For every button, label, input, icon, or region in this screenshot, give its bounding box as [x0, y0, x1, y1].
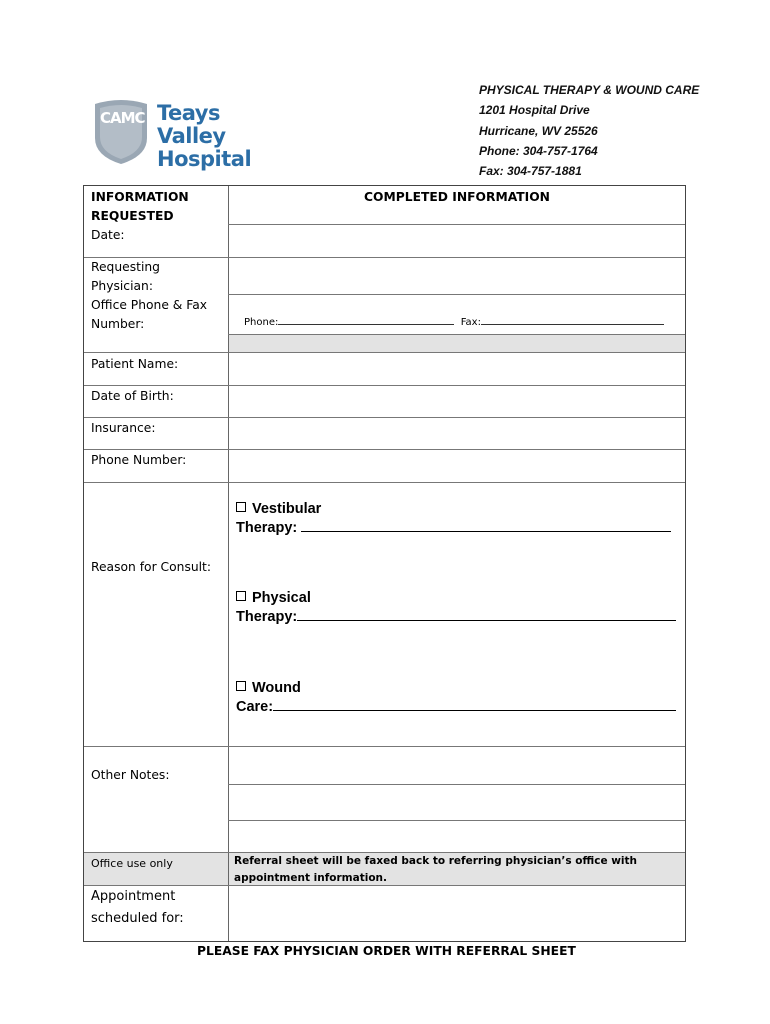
patient-name-label: Patient Name: — [91, 357, 179, 371]
other-notes-field-1[interactable] — [229, 747, 685, 783]
street-address: 1201 Hospital Drive — [479, 103, 590, 118]
vestibular-option — [236, 500, 671, 537]
hospital-logo — [92, 98, 272, 171]
other-notes-field-3[interactable] — [229, 821, 685, 851]
logo-name — [157, 102, 272, 171]
fax-label: Fax: — [460, 317, 481, 328]
department-name: PHYSICAL THERAPY & WOUND CARE — [479, 83, 700, 97]
footer-instruction: PLEASE FAX PHYSICIAN ORDER WITH REFERRAL SHEET — [197, 944, 576, 958]
insurance-label: Insurance: — [91, 421, 156, 435]
phone-input-line[interactable] — [278, 314, 454, 325]
insurance-field[interactable] — [229, 418, 685, 448]
wound-label-2: Care: — [236, 698, 274, 715]
wound-line[interactable] — [273, 698, 676, 711]
appointment-field[interactable] — [229, 886, 685, 941]
office-use-label: Office use only — [91, 857, 173, 870]
logo-name-line1: Teays Valley — [157, 101, 226, 148]
referral-form-table — [83, 185, 686, 942]
physical-checkbox[interactable] — [236, 591, 246, 601]
phone-fax-line — [244, 314, 664, 328]
date-label: Date: — [91, 228, 125, 242]
phone-label: Phone: — [244, 317, 279, 328]
vestibular-label-2: Therapy: — [236, 519, 298, 536]
logo-name-line2: Hospital — [157, 147, 252, 171]
patient-name-field[interactable] — [229, 353, 685, 384]
shaded-row — [229, 334, 685, 352]
office-use-note: Referral sheet will be faxed back to referring physician’s office with appointment information. — [234, 855, 638, 884]
reason-label: Reason for Consult: — [91, 560, 212, 574]
requesting-physician-label: Requesting Physician: — [91, 260, 160, 293]
phone-number-field[interactable] — [229, 450, 685, 481]
phone-number-label: Phone Number: — [91, 453, 187, 467]
department-address — [479, 80, 699, 181]
vestibular-checkbox[interactable] — [236, 502, 246, 512]
physical-label-2: Therapy: — [236, 608, 298, 625]
fax-input-line[interactable] — [481, 314, 664, 325]
city-state-zip: Hurricane, WV 25526 — [479, 123, 598, 138]
other-notes-field-2[interactable] — [229, 785, 685, 819]
vestibular-label: Vestibular — [252, 501, 322, 517]
dob-label: Date of Birth: — [91, 389, 174, 403]
wound-label: Wound — [252, 680, 301, 696]
vestibular-line[interactable] — [301, 519, 671, 532]
other-notes-label: Other Notes: — [91, 768, 170, 782]
dob-field[interactable] — [229, 386, 685, 416]
physical-line[interactable] — [297, 608, 676, 621]
wound-option — [236, 679, 676, 716]
department-fax: Fax: 304-757-1881 — [479, 164, 582, 179]
department-phone: Phone: 304-757-1764 — [479, 143, 598, 158]
physical-option — [236, 589, 676, 626]
date-field[interactable] — [229, 225, 685, 256]
wound-checkbox[interactable] — [236, 681, 246, 691]
appointment-label: Appointment scheduled for: — [91, 889, 184, 926]
physical-label: Physical — [252, 590, 311, 606]
requesting-physician-field[interactable] — [229, 258, 685, 294]
info-requested-header: INFORMATION REQUESTED — [91, 190, 189, 223]
logo-monogram: CAMC — [100, 109, 145, 127]
completed-info-header: COMPLETED INFORMATION — [364, 190, 550, 204]
office-phone-fax-label: Office Phone & Fax Number: — [91, 298, 208, 331]
